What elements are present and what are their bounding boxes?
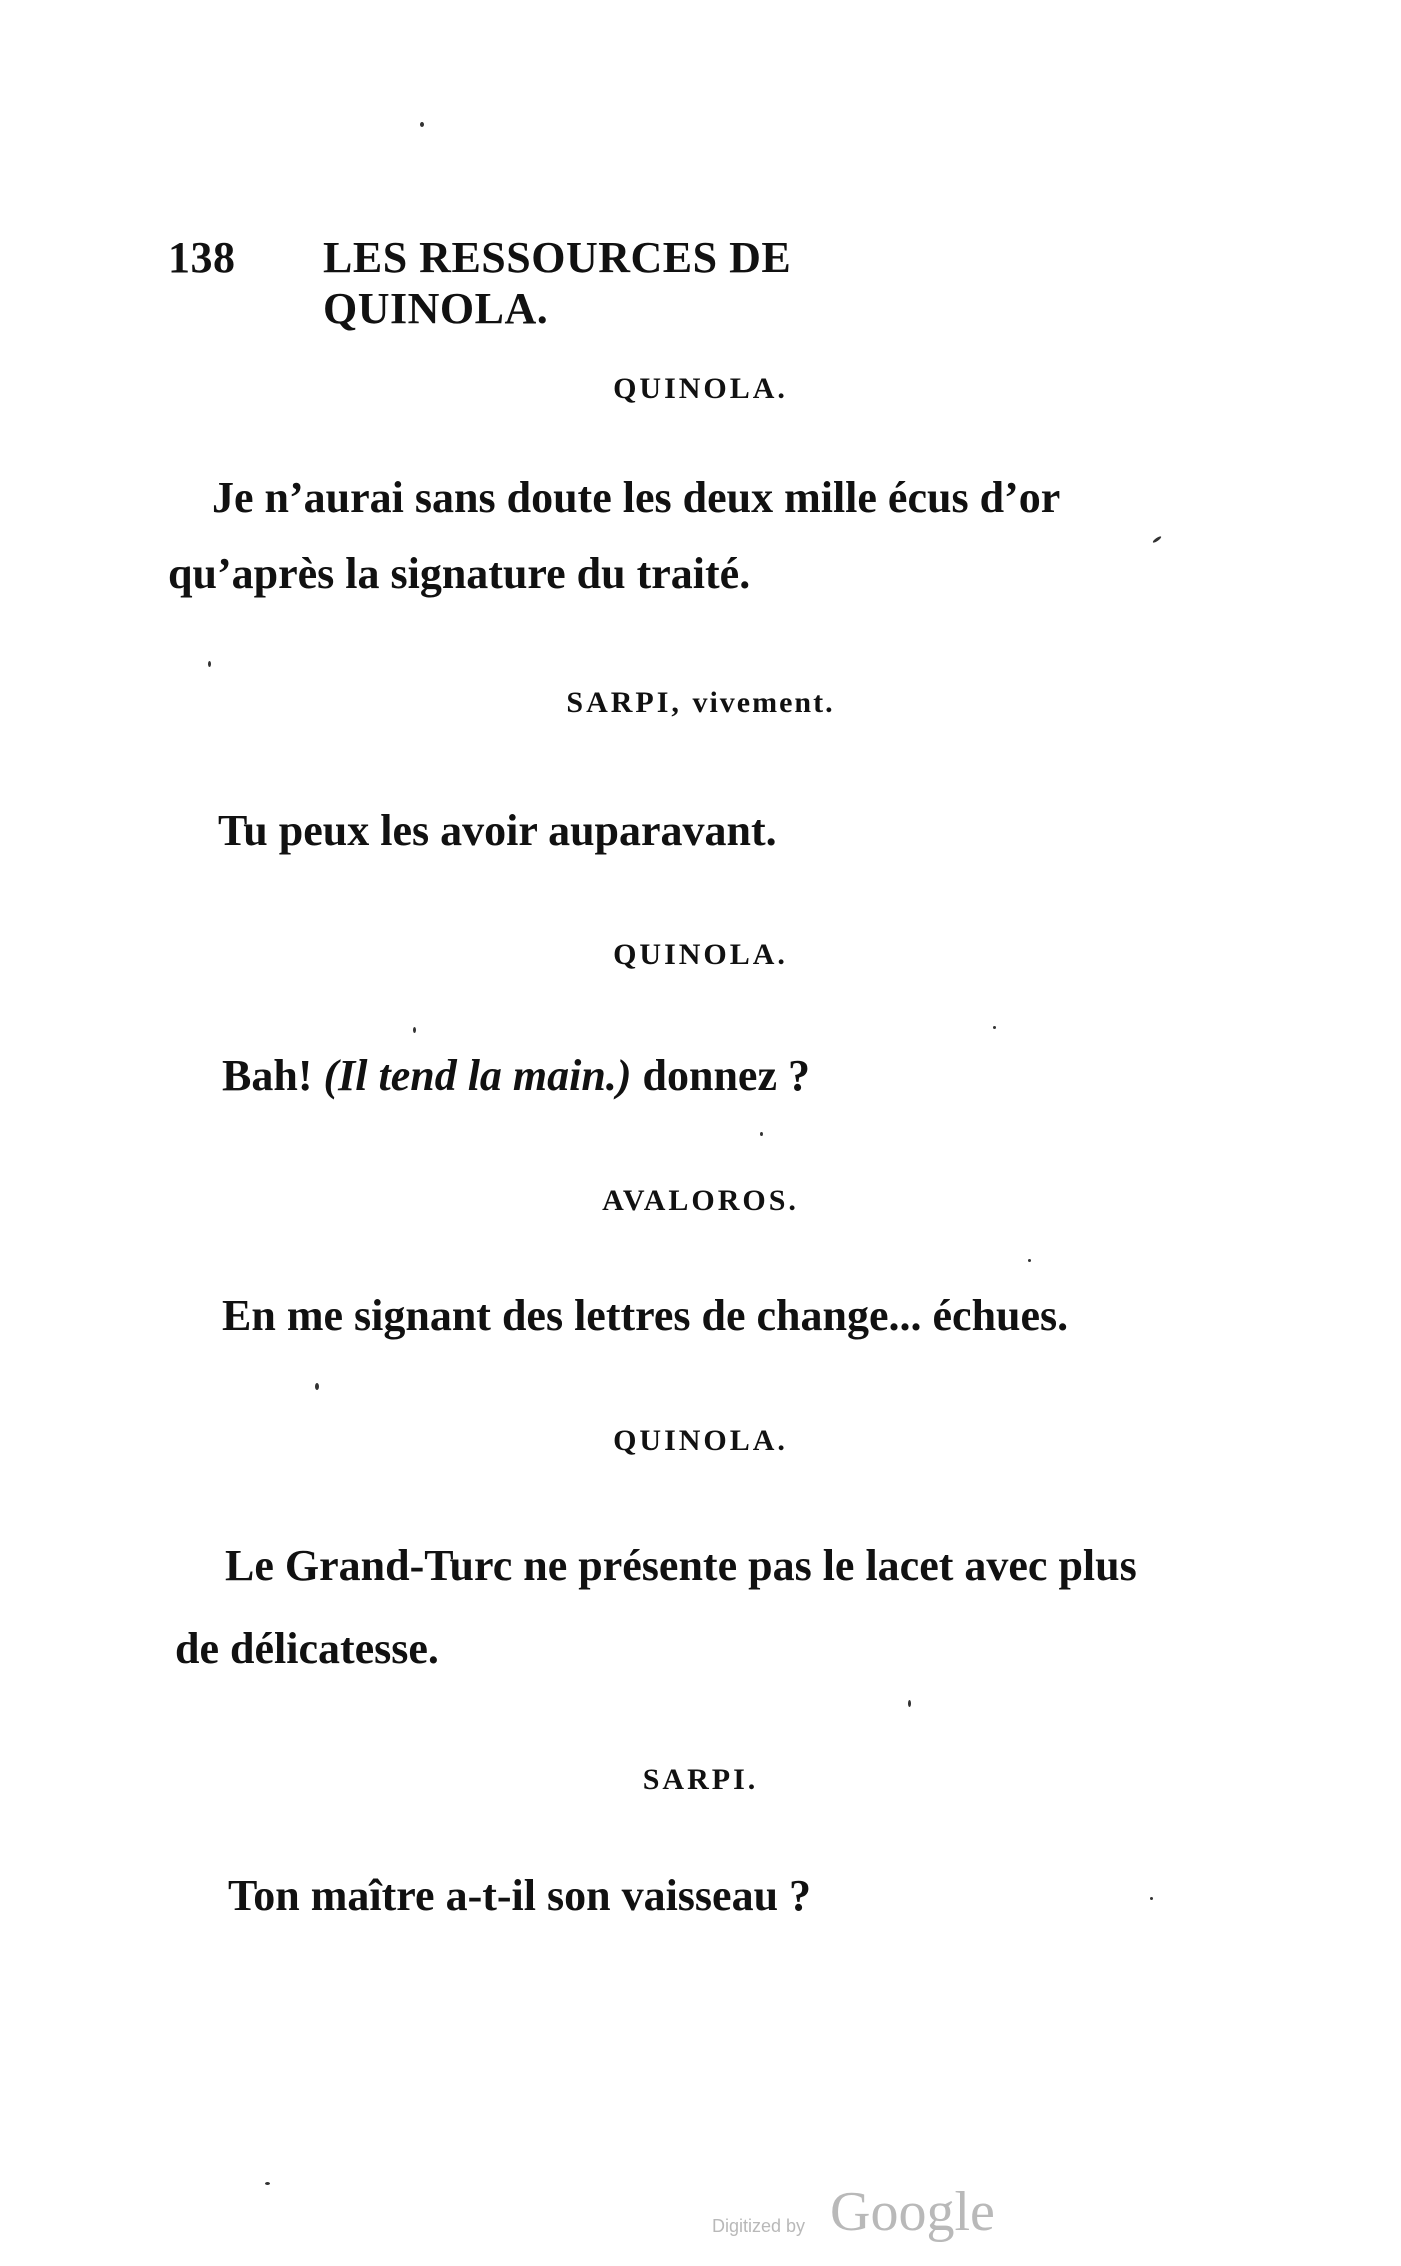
- google-logo: Google: [830, 2181, 995, 2243]
- speaker-name: SARPI,: [566, 686, 682, 719]
- stage-direction: (Il tend la main.): [323, 1051, 632, 1100]
- dialogue-text: Bah!: [222, 1051, 313, 1100]
- page-header: [168, 232, 1008, 333]
- stage-direction: vivement.: [692, 686, 835, 719]
- scan-speck: [1152, 535, 1162, 543]
- scan-speck: [908, 1700, 911, 1707]
- scan-speck: [420, 122, 424, 127]
- dialogue-line: qu’après la signature du traité.: [168, 549, 751, 598]
- speaker-name: AVALOROS.: [602, 1184, 799, 1217]
- dialogue-text: donnez ?: [642, 1051, 810, 1100]
- scan-speck: [265, 2182, 270, 2185]
- dialogue-line: Je n’aurai sans doute les deux mille écus d’or: [212, 473, 1061, 522]
- scan-speck: [1150, 1897, 1153, 1900]
- dialogue-line: de délicatesse.: [175, 1624, 439, 1673]
- scan-speck: [413, 1027, 416, 1033]
- scan-speck: [1028, 1259, 1031, 1262]
- dialogue-line: En me signant des lettres de change... échues.: [222, 1291, 1069, 1340]
- speaker-name: SARPI.: [642, 1763, 759, 1796]
- dialogue-line: Ton maître a-t-il son vaisseau ?: [228, 1871, 812, 1920]
- speaker-name: QUINOLA.: [613, 372, 788, 405]
- dialogue-line: Tu peux les avoir auparavant.: [218, 806, 777, 855]
- page-number: 138: [168, 233, 236, 282]
- speaker-name: QUINOLA.: [613, 938, 788, 971]
- scan-speck: [208, 661, 211, 667]
- scan-speck: [315, 1383, 319, 1390]
- watermark-prefix: Digitized by: [712, 2216, 806, 2236]
- dialogue-line: Le Grand-Turc ne présente pas le lacet avec plus: [225, 1541, 1137, 1590]
- running-title: LES RESSOURCES DE QUINOLA.: [323, 233, 792, 333]
- scan-speck: [993, 1026, 996, 1029]
- speaker-heading: [0, 686, 1401, 720]
- scan-speck: [760, 1132, 763, 1136]
- speaker-name: QUINOLA.: [613, 1424, 788, 1457]
- dialogue-line: [222, 1050, 810, 1101]
